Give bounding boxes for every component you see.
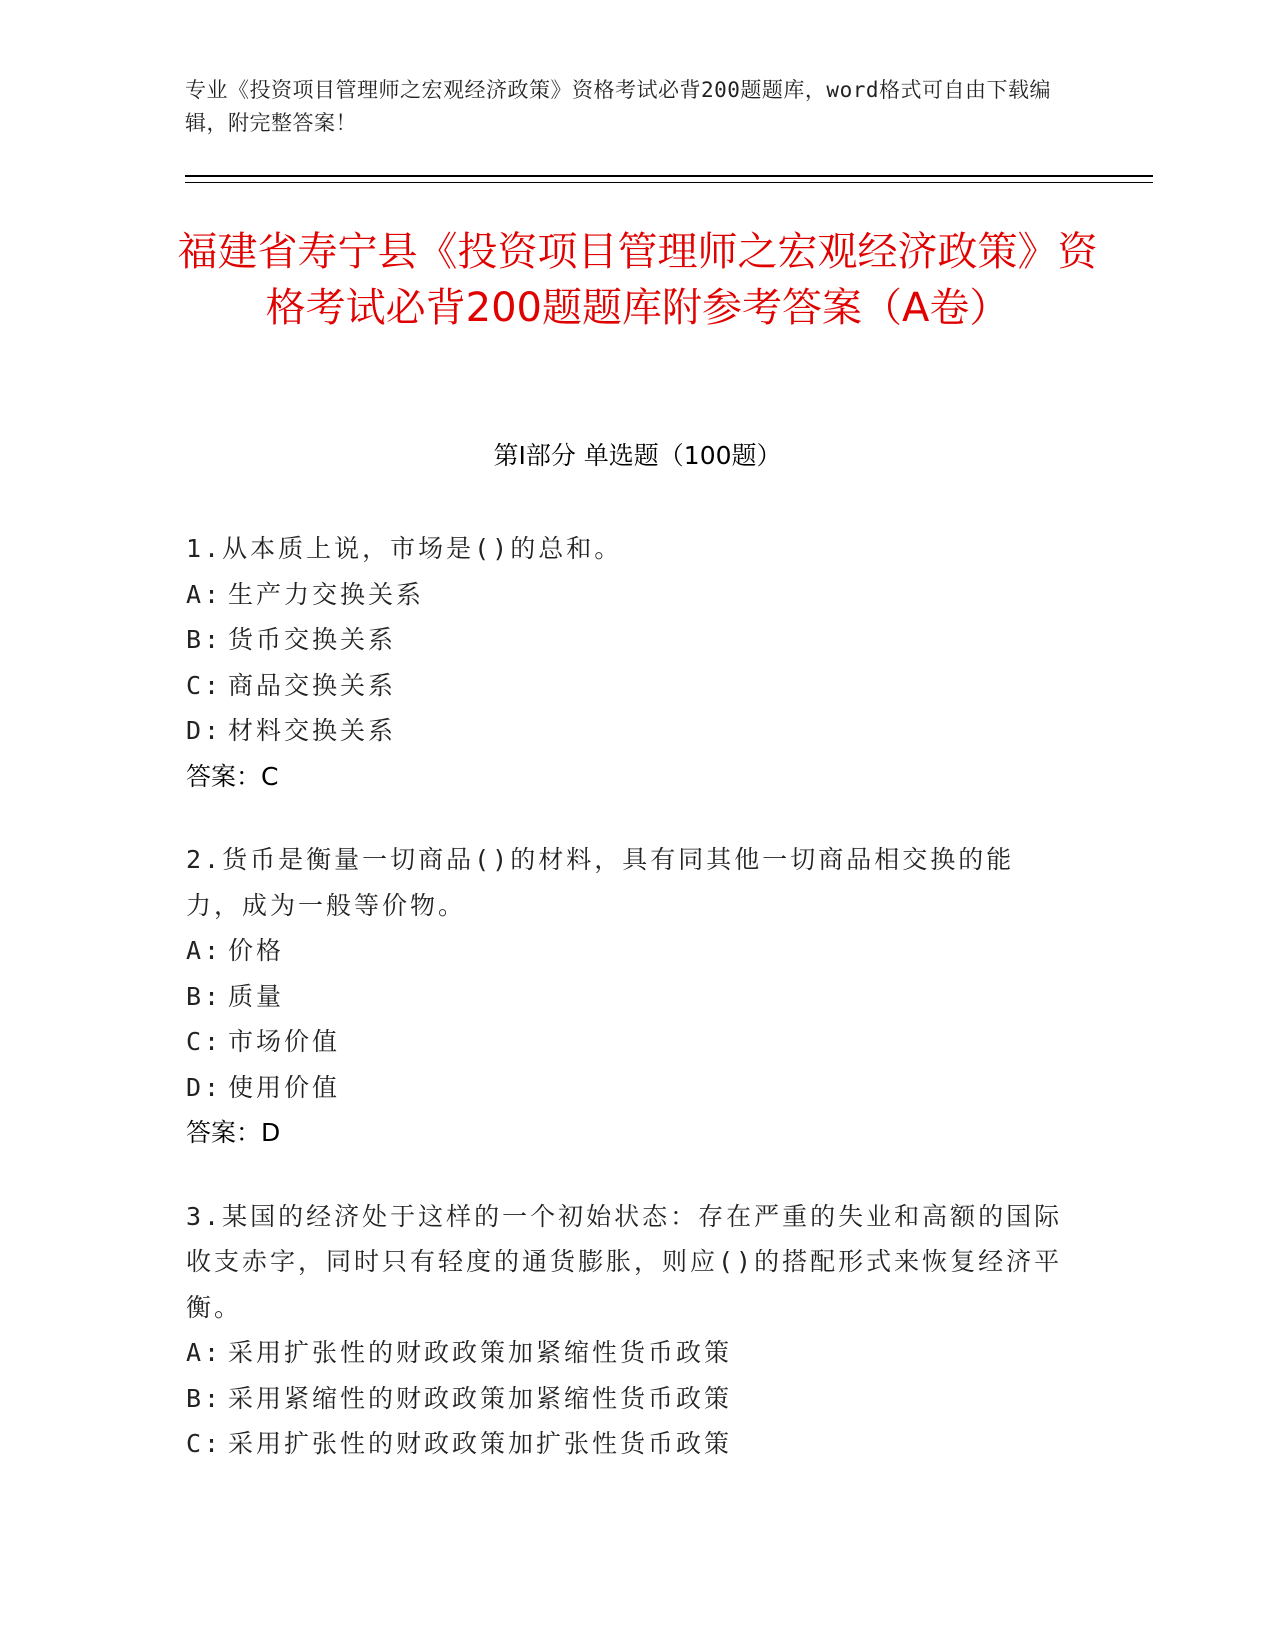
option-text: 市场价值	[228, 1027, 341, 1056]
option-text: 生产力交换关系	[228, 579, 425, 609]
document-title: 福建省寿宁县《投资项目管理师之宏观经济政策》资格考试必背200题题库附参考答案（A卷）	[177, 229, 1098, 331]
option-label: D:	[186, 716, 223, 745]
option-text: 材料交换关系	[228, 716, 397, 745]
option-label: B:	[186, 625, 223, 654]
answer-line: 答案：D	[186, 1118, 281, 1147]
option-label: B:	[186, 1383, 223, 1413]
option-label: D:	[186, 1072, 223, 1102]
question-stem: 1.从本质上说，市场是()的总和。	[186, 534, 623, 563]
option-text: 货币交换关系	[228, 625, 397, 654]
option-d	[186, 1065, 1066, 1111]
option-b	[186, 617, 1066, 663]
option-label: C:	[186, 1027, 223, 1056]
question-2	[186, 837, 1066, 1156]
option-text: 采用紧缩性的财政政策加紧缩性货币政策	[228, 1383, 733, 1413]
option-text: 采用扩张性的财政政策加紧缩性货币政策	[228, 1338, 733, 1367]
question-1	[186, 526, 1066, 799]
option-label: A:	[186, 1338, 223, 1367]
option-c	[186, 1019, 1066, 1065]
option-b	[186, 974, 1066, 1020]
option-d	[186, 708, 1066, 754]
option-a	[186, 572, 1066, 618]
question-list	[186, 526, 1066, 1505]
option-text: 使用价值	[228, 1072, 341, 1102]
question-3	[186, 1194, 1066, 1467]
header-rule-thick	[185, 175, 1153, 177]
header-rule-thin	[185, 182, 1153, 183]
option-a	[186, 1330, 1066, 1376]
section-heading: 第I部分 单选题（100题）	[493, 441, 782, 470]
option-label: C:	[186, 670, 223, 700]
option-c	[186, 1421, 1066, 1467]
option-text: 商品交换关系	[228, 670, 397, 700]
option-a	[186, 928, 1066, 974]
option-text: 价格	[228, 936, 285, 965]
option-label: A:	[186, 579, 223, 609]
option-text: 质量	[228, 981, 285, 1011]
answer-line: 答案：C	[186, 761, 279, 791]
option-b	[186, 1376, 1066, 1422]
question-stem: 3.某国的经济处于这样的一个初始状态：存在严重的失业和高额的国际收支赤字，同时只有轻度的通货膨胀，则应()的搭配形式来恢复经济平衡。	[186, 1201, 1063, 1322]
option-text: 采用扩张性的财政政策加扩张性货币政策	[228, 1429, 733, 1458]
option-c	[186, 663, 1066, 709]
option-label: A:	[186, 936, 223, 965]
option-label: C:	[186, 1429, 223, 1458]
option-label: B:	[186, 981, 223, 1011]
header-note: 专业《投资项目管理师之宏观经济政策》资格考试必背200题题库，word格式可自由下载编辑，附完整答案！	[185, 78, 1051, 135]
question-stem: 2.货币是衡量一切商品()的材料，具有同其他一切商品相交换的能力，成为一般等价物。	[186, 845, 1015, 920]
